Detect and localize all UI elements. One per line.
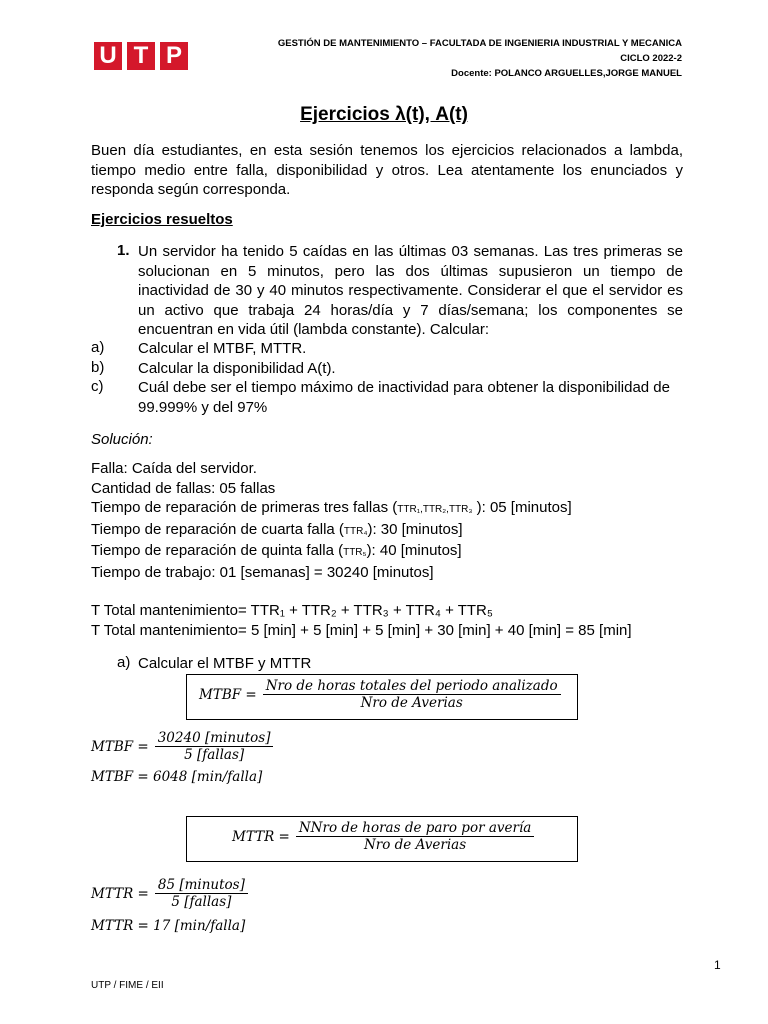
footer-text: UTP / FIME / EII <box>91 980 164 991</box>
mttr-denominator: Nro de Averias <box>363 837 467 853</box>
part-a-text: Calcular el MTBF y MTTR <box>138 655 312 672</box>
item-text-b: Calcular la disponibilidad A(t). <box>138 360 336 377</box>
mtbf-calc: MTBF = $\frac{\text{30240 [minutos]}}{\text{5 [fallas]}}$ <box>91 730 273 763</box>
document-header <box>278 36 682 81</box>
mttr-formula-box <box>186 816 578 862</box>
part-a-label: a) <box>117 654 131 671</box>
failure-count-line: Cantidad de fallas: 05 fallas <box>91 479 276 497</box>
mttr-fraction <box>296 820 534 853</box>
mtbf-formula-box <box>186 674 578 720</box>
mttr-calc-numerator: 85 [minutos] <box>155 877 248 894</box>
intro-paragraph: Buen día estudiantes, en esta sesión tenemos los ejercicios relacionados a lambda, tiempo medio entre falla, disponibilidad y otros. Lea atentamente los enunciados y responda según corresponda. <box>91 142 683 198</box>
logo-letter-t: T <box>127 42 155 70</box>
mtbf-result: MTBF = 6048 [min/falla] <box>91 769 263 785</box>
mtbf-numerator: Nro de horas totales del periodo analizado <box>263 678 561 695</box>
repair-time-first-three: Tiempo de reparación de primeras tres fallas (TTR₁,TTR₂,TTR₃ ): 05 [minutos] <box>91 499 572 516</box>
item-label-a: a) <box>91 339 105 356</box>
mtbf-fraction <box>263 678 561 711</box>
mtbf-calc-denominator: 5 [fallas] <box>184 747 245 763</box>
total-maintenance-formula: T Total mantenimiento= TTR₁ + TTR₂ + TTR₃ + TTR₄ + TTR₅ <box>91 602 493 619</box>
exercise-number: 1. <box>117 242 130 259</box>
header-teacher: Docente: POLANCO ARGUELLES,JORGE MANUEL <box>451 68 682 79</box>
mtbf-calc-numerator: 30240 [minutos] <box>155 730 274 747</box>
page-title: Ejercicios λ(t), A(t) <box>300 104 468 125</box>
solution-heading: Solución: <box>91 431 153 448</box>
work-time-line: Tiempo de trabajo: 01 [semanas] = 30240 [minutos] <box>91 563 434 581</box>
mttr-result: MTTR = 17 [min/falla] <box>91 918 246 934</box>
mttr-calc-denominator: 5 [fallas] <box>171 894 232 910</box>
mtbf-lhs: MTBF = <box>199 686 257 703</box>
total-maintenance-calc: T Total mantenimiento= 5 [min] + 5 [min] + 5 [min] + 30 [min] + 40 [min] = 85 [min] <box>91 621 632 639</box>
page-number: 1 <box>714 958 721 972</box>
logo-letter-u: U <box>94 42 122 70</box>
section-heading: Ejercicios resueltos <box>91 211 233 228</box>
failure-line: Falla: Caída del servidor. <box>91 460 257 477</box>
item-label-b: b) <box>91 359 105 376</box>
header-cycle: CICLO 2022-2 <box>620 53 682 64</box>
mttr-calc: MTTR = $\frac{\text{85 [minutos]}}{\text{5 [fallas]}}$ <box>91 877 248 910</box>
solution-data <box>91 459 691 640</box>
item-label-c: c) <box>91 378 104 395</box>
repair-time-fourth: Tiempo de reparación de cuarta falla (TTR₄): 30 [minutos] <box>91 520 463 538</box>
mttr-numerator: NNro de horas de paro por avería <box>296 820 534 837</box>
logo-letter-p: P <box>160 42 188 70</box>
repair-time-fifth: Tiempo de reparación de quinta falla (TTR₅): 40 [minutos] <box>91 542 462 559</box>
header-course: GESTIÓN DE MANTENIMIENTO – FACULTADA DE INGENIERIA INDUSTRIAL Y MECANICA <box>277 38 682 49</box>
item-text-c: Cuál debe ser el tiempo máximo de inactividad para obtener la disponibilidad de 99.999% y del 97% <box>138 379 670 416</box>
mttr-lhs: MTTR = <box>232 828 290 845</box>
exercise-statement: Un servidor ha tenido 5 caídas en las últimas 03 semanas. Las tres primeras se solucionan en 5 minutos, pero las dos últimas supusieron un tiempo de inactividad de 30 y 40 minutos respectivamente. Considerar el que el servidor es un activo que trabaja 24 horas/día y 7 días/semana; los componentes se encuentran en vida útil (lambda constante). Calcular: <box>138 243 683 338</box>
item-text-a: Calcular el MTBF, MTTR. <box>138 340 307 357</box>
mtbf-denominator: Nro de Averias <box>360 695 463 711</box>
utp-logo <box>94 42 188 70</box>
